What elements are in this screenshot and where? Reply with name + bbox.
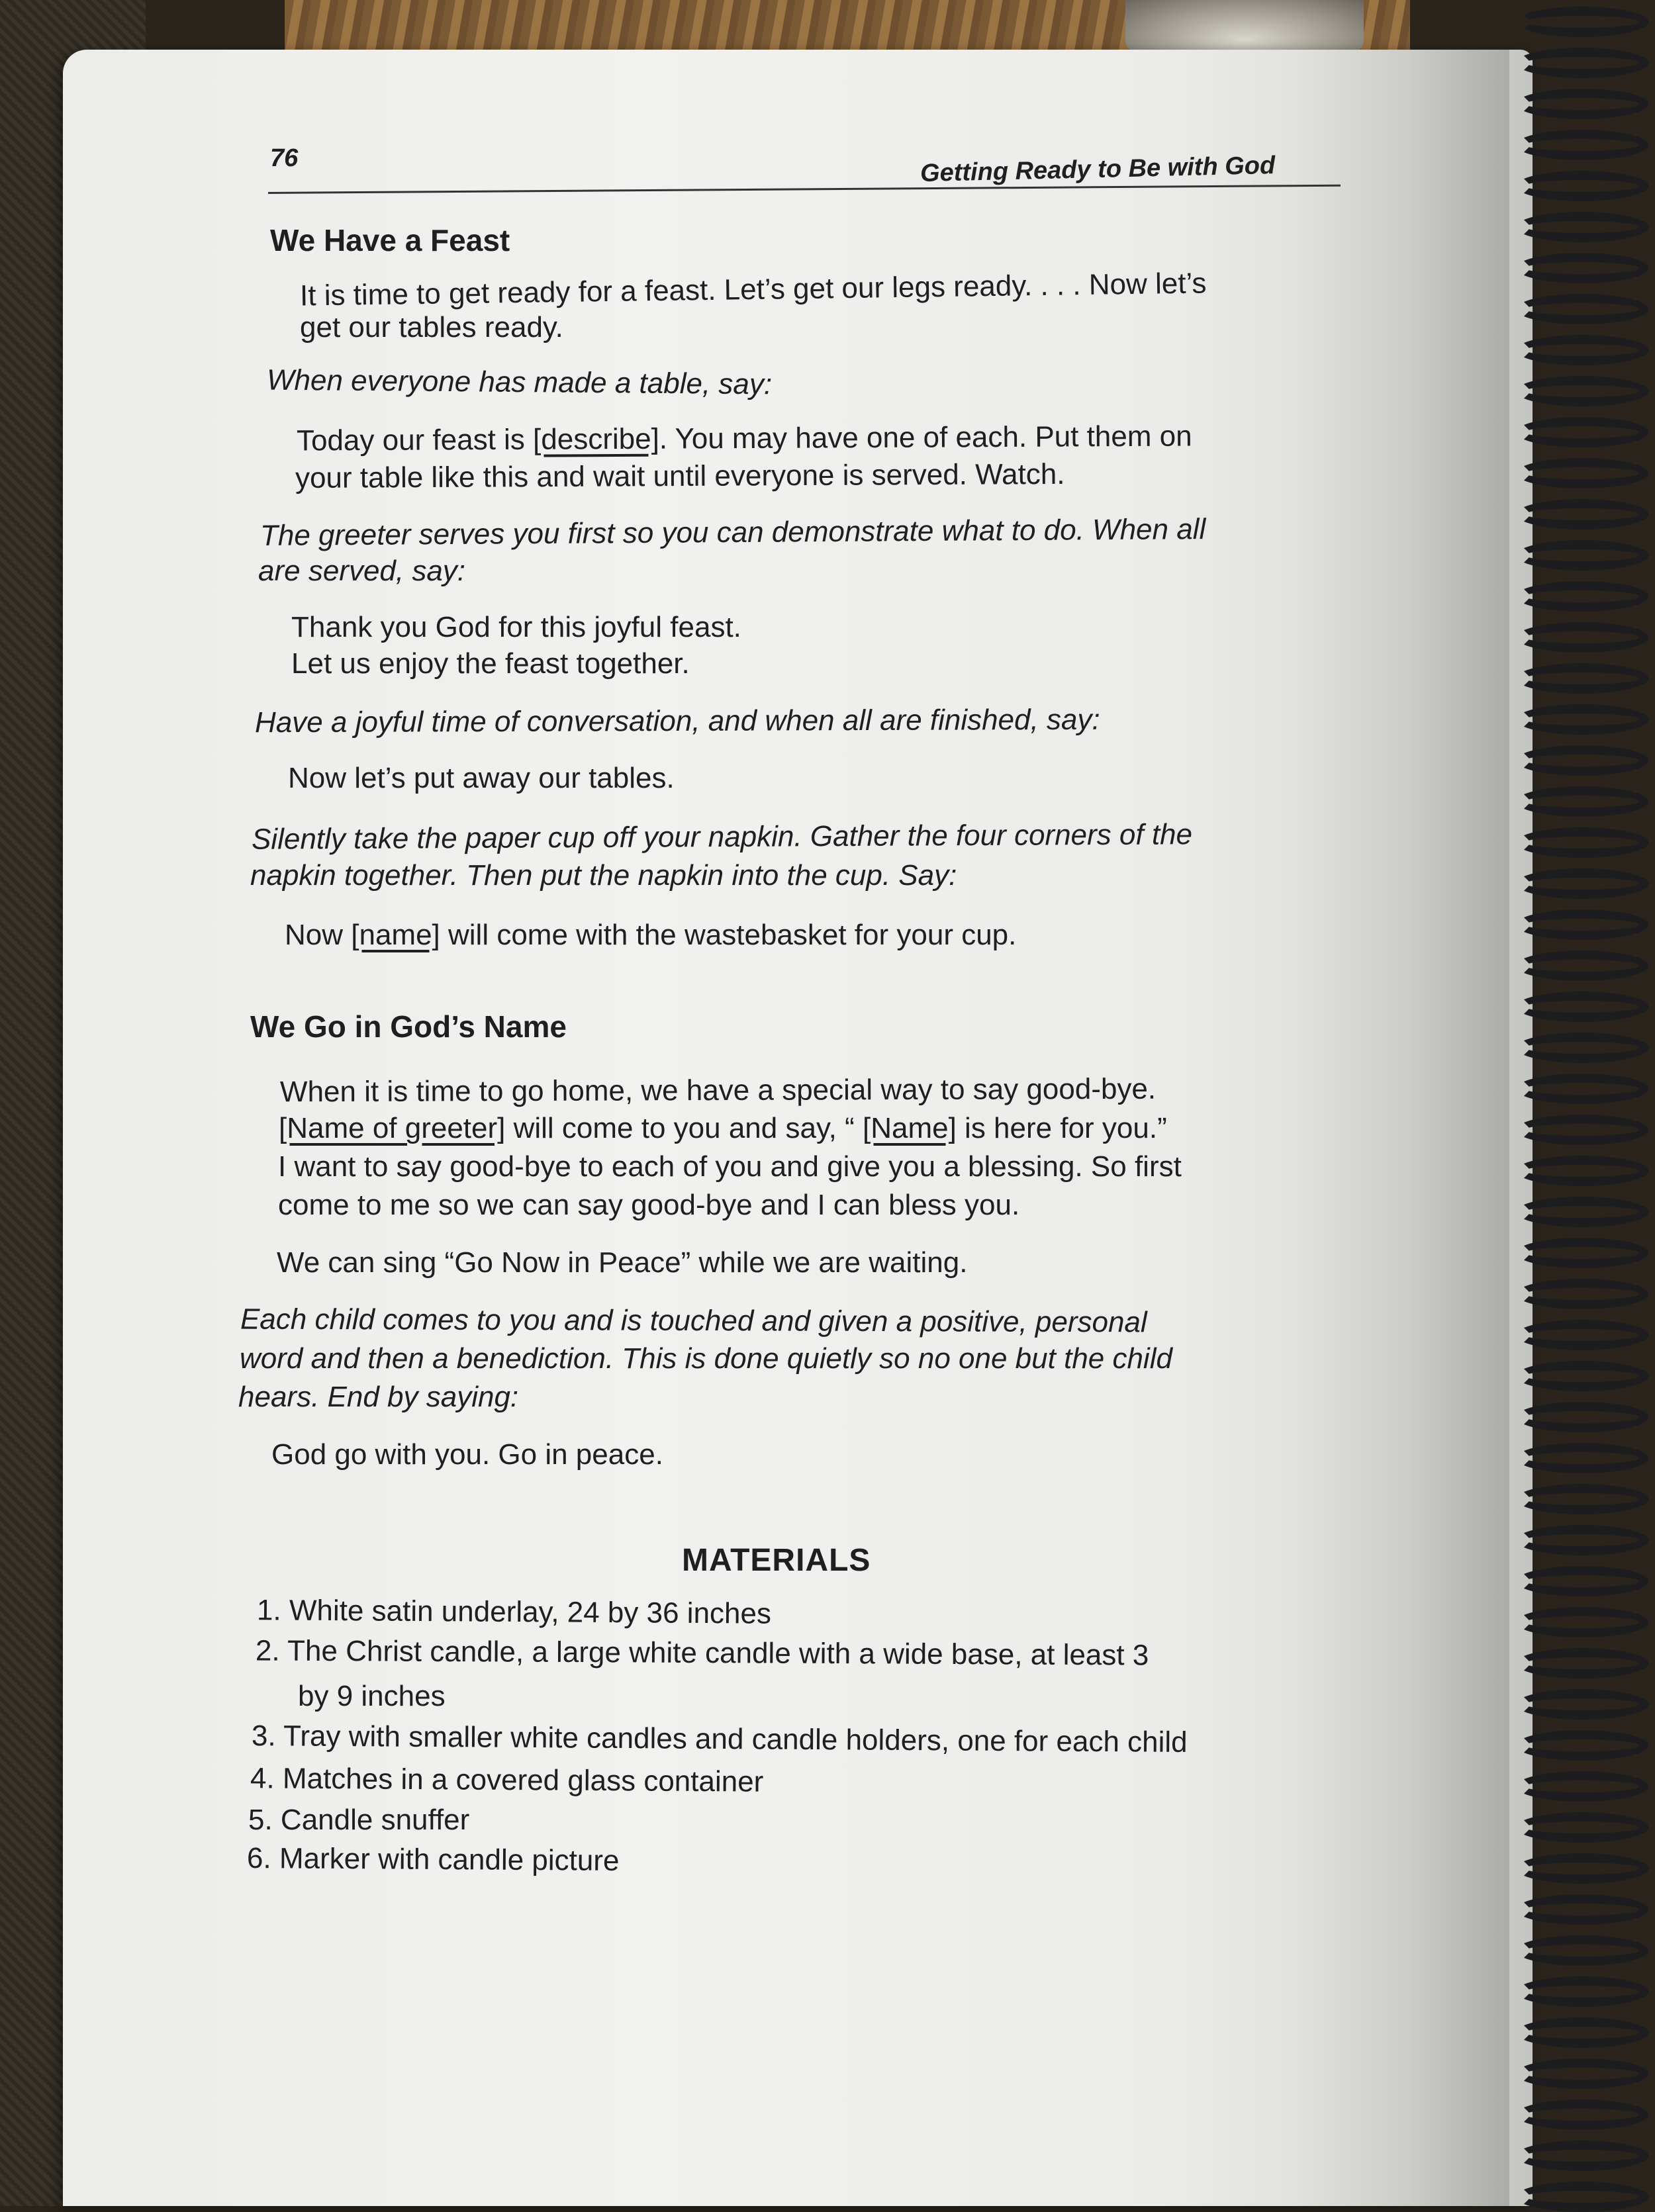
- feast-instruction-1: When everyone has made a table, say:: [266, 363, 773, 401]
- placeholder-describe: [describe]: [532, 422, 659, 456]
- materials-item-2-line-2: by 9 inches: [298, 1680, 446, 1712]
- placeholder-name: [name]: [351, 919, 440, 951]
- materials-item-4: 4. Matches in a covered glass container: [250, 1762, 764, 1798]
- section-heading-go: We Go in God’s Name: [250, 1009, 567, 1044]
- materials-item-2-line-1: 2. The Christ candle, a large white candle with a wide base, at least 3: [255, 1634, 1149, 1672]
- go-instruction-line-3: hears. End by saying:: [238, 1381, 519, 1413]
- feast-paragraph-4: Now let’s put away our tables.: [288, 762, 675, 794]
- feast-instruction-2-line-1: The greeter serves you first so you can demonstrate what to do. When all: [260, 513, 1206, 552]
- feast-paragraph-1-line-1: It is time to get ready for a feast. Let’s get our legs ready. . . . Now let’s: [299, 267, 1207, 312]
- feast-instruction-4-line-2: napkin together. Then put the napkin into the cup. Say:: [250, 859, 957, 892]
- go-paragraph-1-line-1: When it is time to go home, we have a special way to say good-bye.: [279, 1072, 1157, 1109]
- go-paragraph-2: We can sing “Go Now in Peace” while we are waiting.: [277, 1246, 968, 1279]
- feast-prayer-line-1: Thank you God for this joyful feast.: [291, 611, 741, 643]
- go-paragraph-1-line-2: [Name of greeter] will come to you and say, “ [Name] is here for you.”: [279, 1112, 1167, 1144]
- go-paragraph-1-line-3: I want to say good-bye to each of you and give you a blessing. So first: [278, 1150, 1182, 1183]
- feast-paragraph-2-line-2: your table like this and wait until everyone is served. Watch.: [295, 457, 1065, 495]
- placeholder-name-of-greeter: [Name of greeter]: [279, 1112, 506, 1144]
- feast-instruction-2-line-2: are served, say:: [258, 555, 466, 587]
- feast-instruction-4-line-1: Silently take the paper cup off your napkin. Gather the four corners of the: [251, 818, 1193, 856]
- placeholder-name-2: [Name]: [863, 1112, 957, 1144]
- header-rule: [268, 185, 1341, 194]
- feast-paragraph-2-line-1: Today our feast is [describe]. You may have one of each. Put them on: [296, 420, 1192, 457]
- section-heading-feast: We Have a Feast: [270, 223, 510, 257]
- feast-prayer-line-2: Let us enjoy the feast together.: [291, 647, 690, 680]
- go-paragraph-1-line-4: come to me so we can say good-bye and I can bless you.: [278, 1189, 1020, 1221]
- materials-item-5: 5. Candle snuffer: [248, 1804, 470, 1836]
- materials-item-6: 6. Marker with candle picture: [246, 1842, 620, 1877]
- running-title: Getting Ready to Be with God: [920, 151, 1276, 188]
- feast-paragraph-5: Now [name] will come with the wastebasket for your cup.: [285, 919, 1017, 951]
- go-instruction-line-2: word and then a benediction. This is done quietly so no one but the child: [240, 1342, 1172, 1375]
- feast-paragraph-1-line-2: get our tables ready.: [300, 311, 563, 344]
- materials-item-3: 3. Tray with smaller white candles and candle holders, one for each child: [251, 1720, 1188, 1759]
- materials-item-1: 1. White satin underlay, 24 by 36 inches: [256, 1594, 772, 1630]
- page-number: 76: [270, 144, 299, 172]
- feast-instruction-3: Have a joyful time of conversation, and when all are finished, say:: [254, 703, 1100, 739]
- go-instruction-line-1: Each child comes to you and is touched and given a positive, personal: [240, 1303, 1147, 1339]
- materials-heading: MATERIALS: [682, 1543, 871, 1578]
- go-blessing: God go with you. Go in peace.: [271, 1438, 663, 1471]
